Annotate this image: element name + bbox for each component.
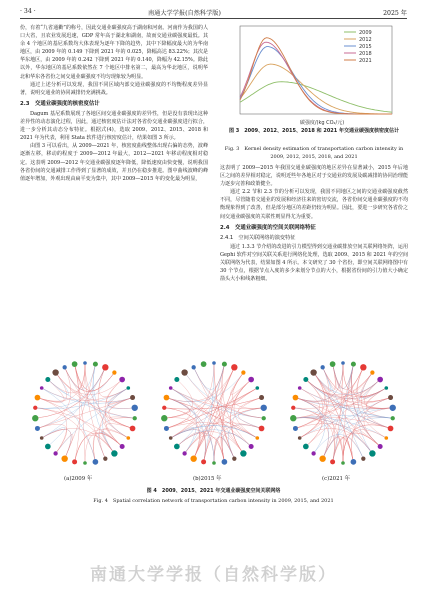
- network-node: [385, 386, 389, 390]
- network-node: [240, 450, 246, 456]
- network-node: [130, 426, 136, 432]
- network-node: [169, 436, 173, 440]
- section-heading: 2.4 交通业碳强度的空间关联网络特征: [220, 224, 316, 231]
- network-node: [351, 459, 357, 465]
- network-edge: [105, 380, 128, 438]
- network-node: [319, 455, 325, 461]
- network-node: [290, 415, 296, 421]
- network-edge: [323, 367, 387, 397]
- panel-label: (c)2021 年: [322, 476, 351, 482]
- network-edge: [295, 398, 343, 463]
- paragraph: 由图 3 可以看出，从 2009—2021 年，核密度曲线整体出现右偏的态势，波峰逐渐左移，移动的程度于 2009—2012 年最大，2012—2021 年移动程度相对稳定。这表明 2009—2012 年交通业碳强度逐年降低，降低速度由快变慢，说明我国各省份间的交通减排工作得到了显著的成效，并且仍在稳步推进。图中曲线波峰的峰值逐年增加，外观出现由扁平变为集中，其中 2009—2015 年的变化最为明显，: [20, 143, 208, 182]
- network-node: [259, 426, 265, 432]
- network-node: [377, 377, 383, 383]
- network-node: [232, 457, 236, 461]
- network-edge: [171, 388, 258, 438]
- network-node: [388, 426, 394, 432]
- network-edge: [164, 398, 189, 419]
- right-column: [220, 164, 408, 283]
- network-node: [45, 377, 50, 382]
- network-edge: [42, 427, 65, 446]
- network-node: [174, 444, 180, 450]
- network-edge: [295, 398, 380, 447]
- figure-4-caption: 图 4 2009、2015、2021 年交通业碳强度空间关联网络: [146, 488, 281, 494]
- network-edge: [166, 364, 224, 428]
- network-node: [201, 361, 207, 367]
- legend-label: 2018: [359, 51, 372, 57]
- network-edge: [106, 380, 134, 409]
- x-axis-label: 碳强度/(kg CO₂/元): [299, 120, 345, 126]
- section-heading: 2.3 交通业碳强度的核密度估计: [20, 100, 100, 107]
- paragraph: 份，有着“九省通衢”的称号，因此交通业碳强度高于湖南和河南。河南作为我国的人口大省，且农业发展迅速，GDP 常年高于湖北和湖南，故而交通业碳强度最低。其余 4 个地区的基尼系数均大体表现为逐年下降的趋势，其中下降幅度最大的为华南地区，由 2009 年的 0.149 下降到 2021 年的 0.025，降幅高达 83.22%；其次是华东地区，由 2009 年的 0.242 下降到 2021 年的 0.140，降幅为 42.15%。除此以外，华东地区的基尼系数依然在 7 个地区中排名第二，最高为华北地区，说明华北和华东各省份之间交通业碳强度不均匀现象较为明显。: [20, 25, 208, 80]
- network-node: [330, 361, 336, 367]
- network-node: [164, 426, 169, 431]
- figure-3-caption-en: Fig. 3 Kernel density estimation of transportation carbon intensity in 2009, 2012, 2015, 2018, and 2021: [224, 146, 404, 160]
- network-edge: [306, 380, 391, 429]
- network-node: [45, 444, 51, 450]
- network-edge: [37, 398, 66, 454]
- network-node: [32, 415, 38, 421]
- network-node: [35, 426, 40, 431]
- network-edge: [333, 433, 381, 462]
- network-node: [119, 377, 125, 383]
- network-edge: [364, 380, 392, 409]
- network-edge: [171, 388, 235, 459]
- network-node: [120, 444, 125, 449]
- network-node: [40, 436, 44, 440]
- network-node: [351, 362, 356, 367]
- legend-label: 2012: [359, 37, 372, 43]
- network-node: [192, 365, 196, 369]
- network-node: [63, 365, 67, 369]
- network-node: [385, 436, 389, 440]
- network-edge: [351, 364, 380, 446]
- network-edge: [75, 363, 85, 388]
- header-year: 2025 年: [383, 10, 407, 17]
- panel-label: (a)2009 年: [64, 476, 93, 482]
- network-node: [72, 361, 78, 367]
- network-edge: [333, 363, 343, 388]
- network-node: [222, 459, 228, 465]
- network-node: [83, 461, 87, 465]
- network-node: [53, 451, 57, 455]
- paragraph: Dagum 基尼系数展现了各地区间交通业碳强度的差异性，但是没有表现出这种差异性的动态演化过程，因此，通过核密度估计法对各省份交通业碳强度进行拟合，进一步分析其动态分布特征。根据式(4)，选取 2009、2012、2015、2018 和 2021 年为代表，利用 Stata 软件进行核密度估计，结果如图 3 所示。: [20, 110, 208, 142]
- network-2015: [155, 354, 273, 472]
- network-2009: [26, 354, 144, 472]
- network-edge: [65, 367, 133, 428]
- network-node: [212, 361, 216, 365]
- network-edge: [37, 398, 132, 429]
- network-edge: [295, 424, 380, 447]
- network-node: [390, 405, 396, 411]
- network-node: [291, 406, 295, 410]
- network-node: [103, 457, 107, 461]
- network-edge: [194, 367, 264, 418]
- journal-title: 南通大学学报(自然科学版): [148, 10, 221, 17]
- network-node: [162, 406, 166, 410]
- journal-watermark: 南通大学学报（自然科学版）: [90, 565, 337, 585]
- network-edge: [194, 364, 225, 389]
- network-2021: [284, 354, 402, 472]
- network-node: [391, 416, 395, 420]
- network-node: [369, 450, 375, 456]
- network-node: [72, 459, 77, 464]
- network-edge: [351, 364, 380, 446]
- network-node: [298, 436, 302, 440]
- legend-label: 2009: [359, 30, 372, 36]
- legend-label: 2021: [359, 58, 372, 64]
- network-node: [93, 459, 99, 465]
- network-node: [127, 386, 131, 390]
- network-node: [93, 362, 98, 367]
- network-node: [222, 362, 227, 367]
- network-node: [164, 395, 170, 401]
- network-node: [303, 444, 309, 450]
- network-node: [33, 406, 37, 410]
- network-node: [341, 361, 345, 365]
- network-node: [127, 436, 131, 440]
- network-node: [321, 365, 325, 369]
- network-edge: [306, 380, 391, 429]
- network-node: [311, 451, 315, 455]
- network-node: [40, 386, 44, 390]
- network-node: [102, 364, 108, 370]
- network-edge: [333, 364, 364, 389]
- network-node: [61, 455, 67, 461]
- network-edge: [65, 364, 96, 389]
- network-node: [231, 364, 237, 370]
- network-node: [52, 369, 58, 375]
- network-node: [132, 405, 138, 411]
- network-node: [341, 461, 345, 465]
- network-node: [360, 364, 366, 370]
- left-column: [20, 24, 208, 183]
- legend-label: 2015: [359, 44, 372, 50]
- paragraph: 通过 1.3.3 节介绍的改进的引力模型得到交通业碳排放空间关联网络矩阵，运用 Gephi 软件对空间关联关系进行网络化处理，选取 2009、2015 和 2021 年的空间关联网络为代表，结果如图 4 所示。本文研究了 30 个省份，即空间关联网络图中有 30 个节点，根据节点入度的多少来划分节点的大小，根据省份间的引力值大小确定箭头大小和线条粗细。: [220, 243, 408, 283]
- figure-4-caption-en: Fig. 4 Spatial correlation network of transportation carbon intensity in 2009, 2015, and 2021: [93, 498, 334, 504]
- network-node: [310, 369, 316, 375]
- network-node: [261, 405, 267, 411]
- network-node: [248, 377, 254, 383]
- network-node: [388, 395, 393, 400]
- network-node: [112, 370, 116, 374]
- network-node: [298, 386, 302, 390]
- network-node: [378, 444, 383, 449]
- network-node: [190, 455, 196, 461]
- network-node: [35, 395, 41, 401]
- network-edge: [293, 380, 380, 409]
- network-node: [256, 436, 260, 440]
- kernel-density-chart: [226, 22, 398, 126]
- paragraph: 这表明了 2009—2015 年我国交通业碳强度的地区差异在显著减小，2015 年后地区之间的差异相对稳定，说明近些年各地区对于交通业的发展及碳减排的协同治理能力逐步完善和政策健全。: [220, 165, 408, 188]
- network-edge: [333, 364, 354, 462]
- network-edge: [177, 432, 201, 458]
- network-node: [201, 459, 206, 464]
- network-node: [259, 395, 264, 400]
- network-node: [133, 416, 137, 420]
- network-edge: [93, 433, 122, 462]
- network-node: [83, 361, 87, 365]
- network-edge: [166, 367, 234, 401]
- network-node: [370, 370, 374, 374]
- network-node: [130, 395, 135, 400]
- page-number: · 34 ·: [20, 8, 36, 15]
- figure-3-caption: 图 3 2009、2012、2015、2018 和 2021 年交通业碳强度核密度估计: [228, 128, 400, 134]
- paragraph: 通过上述分析可以发现，我国不同区域内部交通业碳强度的不均衡程度差异显著，说明交通业的协同减排仍充满挑战。: [20, 81, 208, 96]
- network-edge: [194, 367, 262, 428]
- network-node: [262, 416, 266, 420]
- network-node: [241, 370, 245, 374]
- network-node: [293, 426, 298, 431]
- network-node: [161, 415, 167, 421]
- network-node: [361, 457, 365, 461]
- network-node: [212, 461, 216, 465]
- network-node: [111, 450, 117, 456]
- running-header: [20, 6, 407, 19]
- network-node: [293, 395, 299, 401]
- network-node: [330, 459, 335, 464]
- panel-label: (b)2015 年: [193, 476, 222, 482]
- network-node: [174, 377, 179, 382]
- network-edge: [232, 373, 263, 409]
- network-edge: [351, 364, 380, 446]
- network-node: [182, 451, 186, 455]
- subsection-heading: 2.4.1 空间关联网络的演变特征: [220, 234, 296, 241]
- paragraph: 通过 2.2 节和 2.3 节的分析可以发现，我国不同地区之间的交通业碳强度截然不同，尽管随着交通业的发展和经济往来的密切交流，各省份间交通业碳强度的不均衡现象得到了改善，但是部分地区的差距仍较为明显。因此，要进一步研究各省份之间交通业碳强度的关联性则显得尤为重要。: [220, 189, 408, 220]
- network-node: [249, 444, 254, 449]
- network-node: [256, 386, 260, 390]
- network-edge: [300, 408, 393, 438]
- network-node: [181, 369, 187, 375]
- network-node: [169, 386, 173, 390]
- network-node: [303, 377, 308, 382]
